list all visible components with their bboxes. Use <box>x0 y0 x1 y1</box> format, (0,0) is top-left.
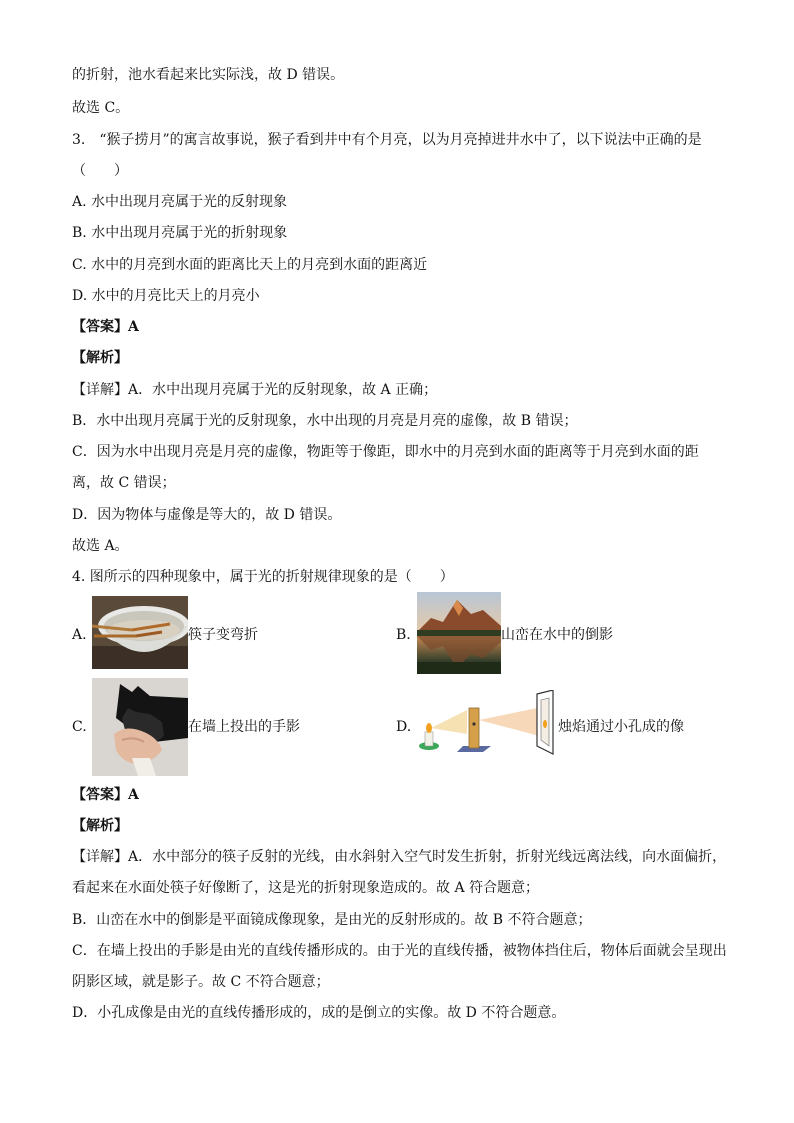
q4-detail-line: 【详解】A．水中部分的筷子反射的光线，由水斜射入空气时发生折射，折射光线远离法线，向水面偏折， <box>72 849 727 865</box>
q3-detail-line: C．因为水中出现月亮是月亮的虚像，物距等于像距，即水中的月亮到水面的距离等于月亮到水面的距 <box>72 444 699 460</box>
q3-choice: 故选 A。 <box>72 538 129 554</box>
q3-analysis-heading: 【解析】 <box>72 350 128 366</box>
q4-answer: 【答案】A <box>72 787 139 803</box>
q4-option-c-letter: C. <box>72 719 87 735</box>
q3-detail-line: 【详解】A．水中出现月亮属于光的反射现象，故 A 正确； <box>72 382 438 398</box>
q4-detail-line: D．小孔成像是由光的直线传播形成的，成的是倒立的实像。故 D 不符合题意。 <box>72 1005 566 1021</box>
q3-option-b: B. 水中出现月亮属于光的折射现象 <box>72 225 288 241</box>
q3-option-a: A. 水中出现月亮属于光的反射现象 <box>72 194 288 210</box>
q4-detail-line: B．山峦在水中的倒影是平面镜成像现象，是由光的反射形成的。故 B 不符合题意； <box>72 912 592 928</box>
q4-detail-line: C．在墙上投出的手影是由光的直线传播形成的。由于光的直线传播，被物体挡住后，物体后面就会呈现出 <box>72 943 727 959</box>
q4-option-d-letter: D. <box>396 719 412 735</box>
q4-option-a-caption: 筷子变弯折 <box>188 627 258 643</box>
q4-option-a-letter: A. <box>72 627 87 643</box>
q3-answer: 【答案】A <box>72 319 139 335</box>
q4-option-b-letter: B. <box>396 627 411 643</box>
q3-paren: （ ） <box>72 163 128 179</box>
q3-detail-line: D．因为物体与虚像是等大的，故 D 错误。 <box>72 507 342 523</box>
q4-detail-line: 看起来在水面处筷子好像断了，这是光的折射现象造成的。故 A 符合题意； <box>72 880 540 896</box>
q4-stem: 4. 图所示的四种现象中，属于光的折射规律现象的是（ ） <box>72 569 454 585</box>
q4-detail-line: 阴影区域，就是影子。故 C 不符合题意； <box>72 974 330 990</box>
q3-stem: 3. “猴子捞月”的寓言故事说，猴子看到井中有个月亮，以为月亮掉进井水中了，以下说法中正确的是 <box>72 132 702 148</box>
q3-detail-line: B．水中出现月亮属于光的反射现象，水中出现的月亮是月亮的虚像，故 B 错误； <box>72 413 578 429</box>
q3-detail-line: 离，故 C 错误； <box>72 475 176 491</box>
prev-text-line: 的折射，池水看起来比实际浅，故 D 错误。 <box>72 67 345 83</box>
hand-shadow-image <box>92 678 188 776</box>
q4-analysis-heading: 【解析】 <box>72 818 128 834</box>
q3-option-c: C. 水中的月亮到水面的距离比天上的月亮到水面的距离近 <box>72 257 428 273</box>
prev-choice: 故选 C。 <box>72 100 130 116</box>
chopsticks-in-bowl-image <box>92 596 188 669</box>
q4-option-d-caption: 烛焰通过小孔成的像 <box>558 719 684 735</box>
q4-option-b-caption: 山峦在水中的倒影 <box>501 627 613 643</box>
pinhole-candle-image <box>417 690 558 756</box>
q3-option-d: D. 水中的月亮比天上的月亮小 <box>72 288 260 304</box>
mountain-reflection-image <box>417 592 501 674</box>
q4-option-c-caption: 在墙上投出的手影 <box>188 719 300 735</box>
